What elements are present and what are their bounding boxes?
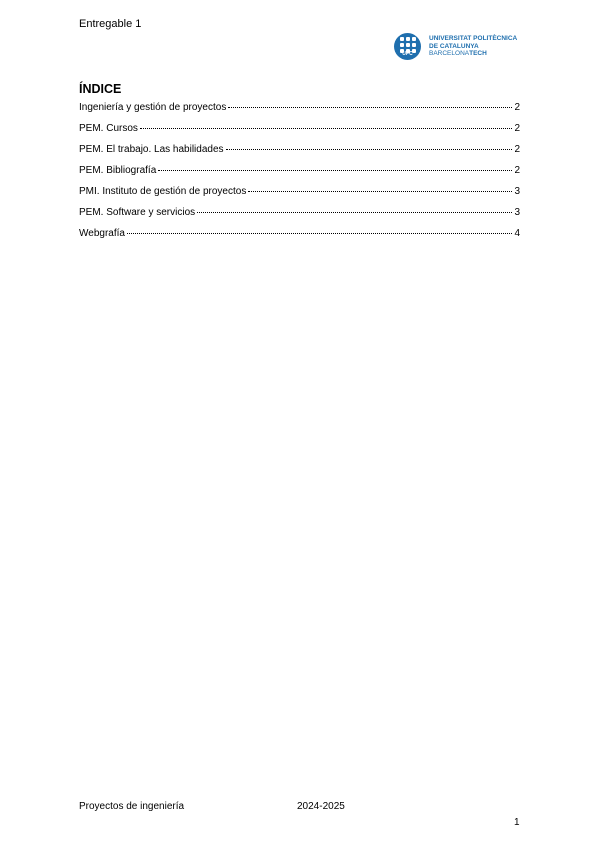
toc-entry-label: Ingeniería y gestión de proyectos <box>79 102 227 113</box>
page-number: 1 <box>514 817 520 828</box>
toc-leader <box>248 191 512 192</box>
toc-entry[interactable] <box>79 184 520 205</box>
toc-entry[interactable] <box>79 142 520 163</box>
upc-logo-mark-icon <box>394 33 421 60</box>
logo-line-1: UNIVERSITAT POLITÈCNICA <box>429 35 518 43</box>
toc-entry[interactable] <box>79 163 520 184</box>
toc-leader <box>127 233 512 234</box>
toc-entry-page: 2 <box>514 144 520 155</box>
toc-entry[interactable] <box>79 205 520 226</box>
toc-entry-label: PEM. Software y servicios <box>79 207 196 218</box>
footer-year: 2024-2025 <box>297 801 345 812</box>
table-of-contents <box>79 100 520 247</box>
toc-entry-label: PEM. Bibliografía <box>79 165 157 176</box>
toc-leader <box>158 170 512 171</box>
toc-title: ÍNDICE <box>79 82 122 96</box>
toc-entry[interactable] <box>79 100 520 121</box>
toc-entry-page: 4 <box>514 228 520 239</box>
toc-entry-label: PEM. Cursos <box>79 123 138 134</box>
document-label: Entregable 1 <box>79 18 142 30</box>
toc-entry-label: Webgrafía <box>79 228 125 239</box>
toc-entry[interactable] <box>79 226 520 247</box>
logo-mark-text: UPC <box>402 51 413 57</box>
toc-entry-page: 2 <box>514 123 520 134</box>
logo-wordmark <box>429 35 517 58</box>
toc-entry-label: PEM. El trabajo. Las habilidades <box>79 144 224 155</box>
footer-course: Proyectos de ingeniería <box>79 801 185 812</box>
toc-entry-label: PMI. Instituto de gestión de proyectos <box>79 186 247 197</box>
toc-entry-page: 3 <box>514 207 520 218</box>
toc-leader <box>226 149 513 150</box>
toc-entry-page: 3 <box>514 186 520 197</box>
toc-leader <box>197 212 512 213</box>
logo-line-2: DE CATALUNYA <box>429 42 479 50</box>
upc-logo <box>394 33 517 60</box>
toc-leader <box>228 107 512 108</box>
logo-line-3: BARCELONATECH <box>429 50 487 58</box>
toc-entry-page: 2 <box>514 165 520 176</box>
toc-leader <box>140 128 513 129</box>
toc-entry-page: 2 <box>514 102 520 113</box>
toc-entry[interactable] <box>79 121 520 142</box>
